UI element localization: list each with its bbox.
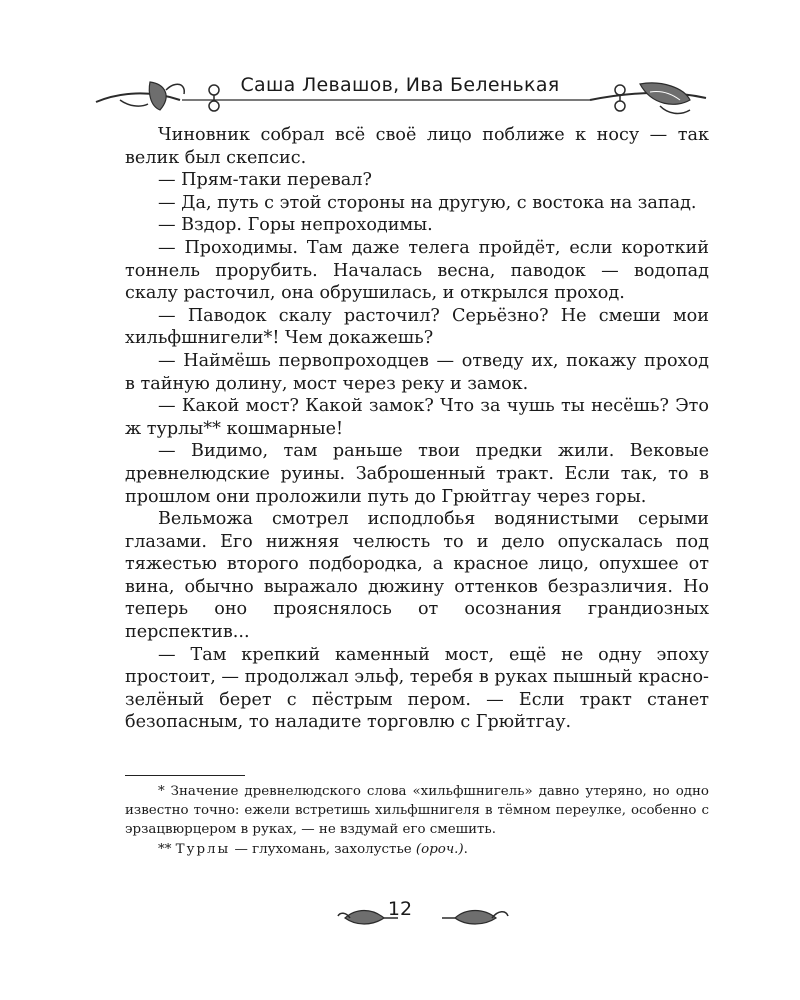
footnote-2-end: . [463,841,468,857]
page-number: 12 [387,898,413,920]
paragraph: — Проходимы. Там даже телега пройдёт, если короткий тоннель прорубить. Началась весна, паводок — водопад скалу расточил, она обрушилась, и открылся проход. [125,237,709,304]
footnote-rule [125,775,245,776]
paragraph: — Паводок скалу расточил? Серьёзно? Не смеши мои хильфшнигели*! Чем докажешь? [125,305,709,349]
paragraph: — Наймёшь первопроходцев — отведу их, покажу проход в тайную долину, мост через реку и замок. [125,350,709,394]
footnote-2 [125,840,709,859]
running-title: Саша Левашов, Ива Беленькая [240,74,560,96]
folio [0,896,800,940]
running-header [0,62,800,122]
paragraph: Вельможа смотрел исподлобья водянистыми серыми глазами. Его нижняя челюсть то и дело опускалась под тяжестью второго подбородка, а красное лицо, опухшее от вина, обычно выражало дюжину оттенков безразличия. Но теперь оно прояснялось от осознания грандиозных перспектив... [125,509,709,643]
footnotes [125,782,709,859]
paragraph: — Какой мост? Какой замок? Что за чушь ты несёшь? Это ж турлы** кошмарные! [125,396,709,439]
paragraph: — Там крепкий каменный мост, ещё не одну эпоху простоит, — продолжал эльф, теребя в руках пышный красно-зелёный берет с пёстрым пером. — Если тракт станет безопасным, то наладите торговлю с Грюйтгау. [125,644,709,733]
paragraph: — Да, путь с этой стороны на другую, с востока на запад. [158,192,697,213]
footnote-2-marker: ** [158,841,176,857]
paragraph: Чиновник собрал всё своё лицо поближе к носу — так велик был скепсис. [125,125,709,168]
body-text [125,124,709,734]
footnote-2-note: (ороч.) [415,841,464,857]
footnote-2-term: Турлы [175,841,231,857]
paragraph: — Видимо, там раньше твои предки жили. Вековые древнелюдские руины. Заброшенный тракт. Если так, то в прошлом они проложили путь до Грюйтгау через горы. [125,441,709,507]
footnote-2-text: — глухомань, захолустье [230,841,416,857]
footnote-1: * Значение древнелюдского слова «хильфшнигель» давно утеряно, но одно известно точно: ежели встретишь хильфшнигеля в тёмном переулке, особенно с эрзацвюрцером в руках, — не вздумай его смешить. [125,784,709,838]
paragraph: — Вздор. Горы непроходимы. [158,215,433,236]
paragraph: — Прям-таки перевал? [158,170,372,191]
